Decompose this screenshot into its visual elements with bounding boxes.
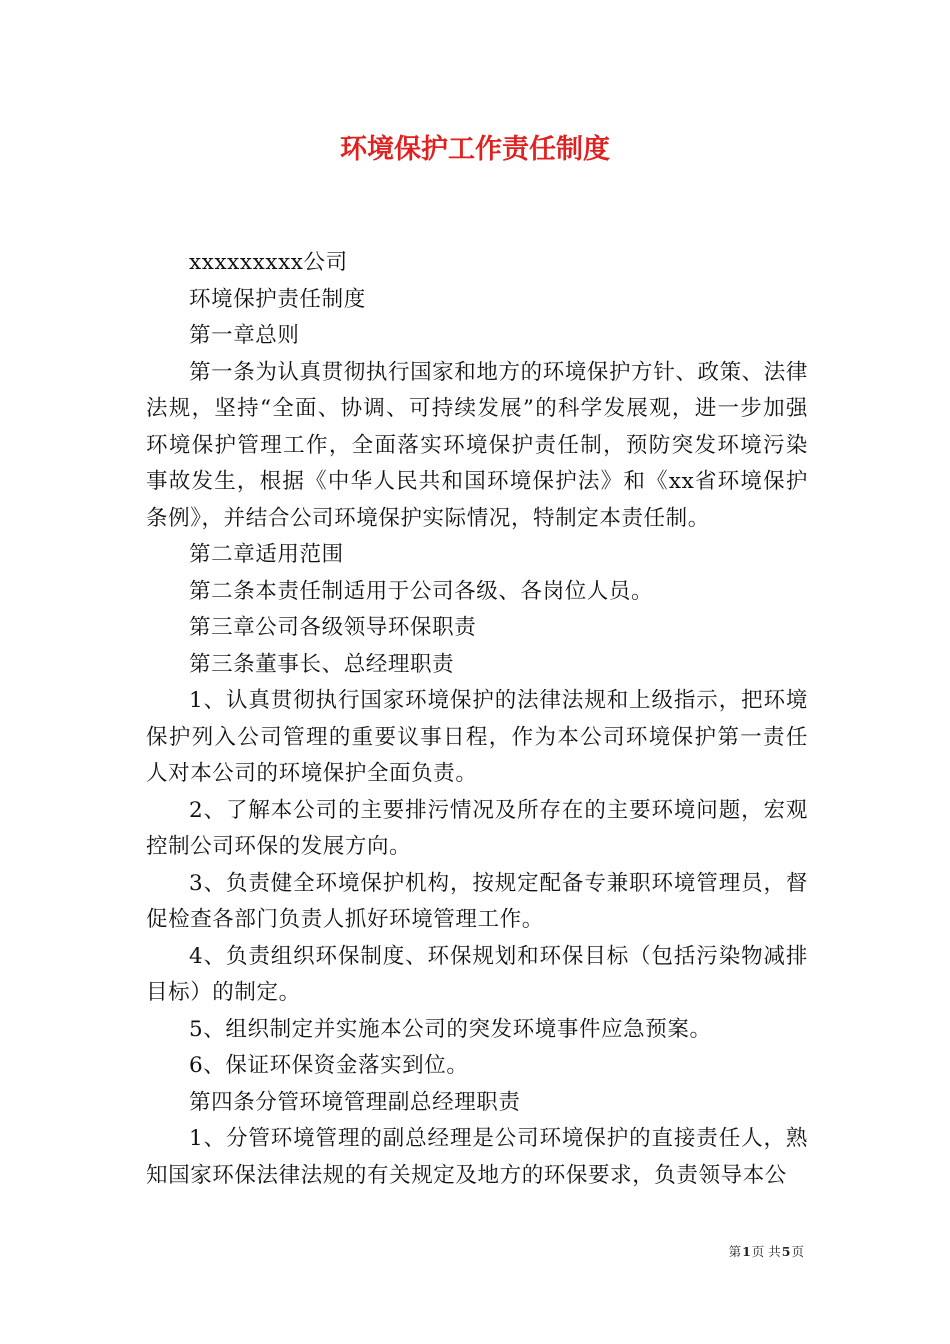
document-body	[146, 245, 808, 1194]
list-item: 3、负责健全环境保护机构，按规定配备专兼职环境管理员，督促检查各部门负责人抓好环境管理工作。	[146, 870, 808, 932]
list-item: 5、组织制定并实施本公司的突发环境事件应急预案。	[189, 1016, 712, 1042]
page-title: 环境保护工作责任制度	[340, 134, 610, 165]
article-heading: 第三条董事长、总经理职责	[189, 651, 455, 677]
list-item: 4、负责组织环保制度、环保规划和环保目标（包括污染物减排目标）的制定。	[146, 943, 808, 1005]
list-item: 2、了解本公司的主要排污情况及所存在的主要环境问题，宏观控制公司环保的发展方向。	[146, 797, 808, 859]
footer-middle: 页 共	[751, 1244, 781, 1259]
paragraph: 第二条本责任制适用于公司各级、各岗位人员。	[189, 578, 654, 604]
chapter-heading: 第一章总则	[189, 323, 300, 348]
paragraph-subtitle: 环境保护责任制度	[189, 286, 366, 312]
page-number-footer	[729, 1244, 804, 1260]
paragraph: 第一条为认真贯彻执行国家和地方的环境保护方针、政策、法律法规，坚持“全面、协调、可持续发展”的科学发展观，进一步加强环境保护管理工作，全面落实环境保护责任制，预防突发环境污染事故发生，根据《中华人民共和国环境保护法》和《xx省环境保护条例》，并结合公司环境保护实际情况，特制定本责任制。	[146, 359, 808, 531]
paragraph-company: xxxxxxxxx公司	[189, 250, 348, 275]
list-item: 1、认真贯彻执行国家环境保护的法律法规和上级指示，把环境保护列入公司管理的重要议事日程，作为本公司环境保护第一责任人对本公司的环境保护全面负责。	[146, 688, 808, 786]
total-pages-number: 5	[781, 1244, 791, 1259]
footer-prefix: 第	[728, 1244, 742, 1259]
list-item: 1、分管环境管理的副总经理是公司环境保护的直接责任人，熟知国家环保法律法规的有关规定及地方的环保要求，负责领导本公	[146, 1126, 808, 1188]
list-item: 6、保证环保资金落实到位。	[189, 1053, 469, 1078]
current-page-number: 1	[742, 1244, 751, 1259]
article-heading: 第四条分管环境管理副总经理职责	[189, 1089, 521, 1115]
footer-suffix: 页	[791, 1244, 804, 1259]
chapter-heading: 第二章适用范围	[189, 542, 344, 567]
chapter-heading: 第三章公司各级领导环保职责	[189, 615, 477, 640]
